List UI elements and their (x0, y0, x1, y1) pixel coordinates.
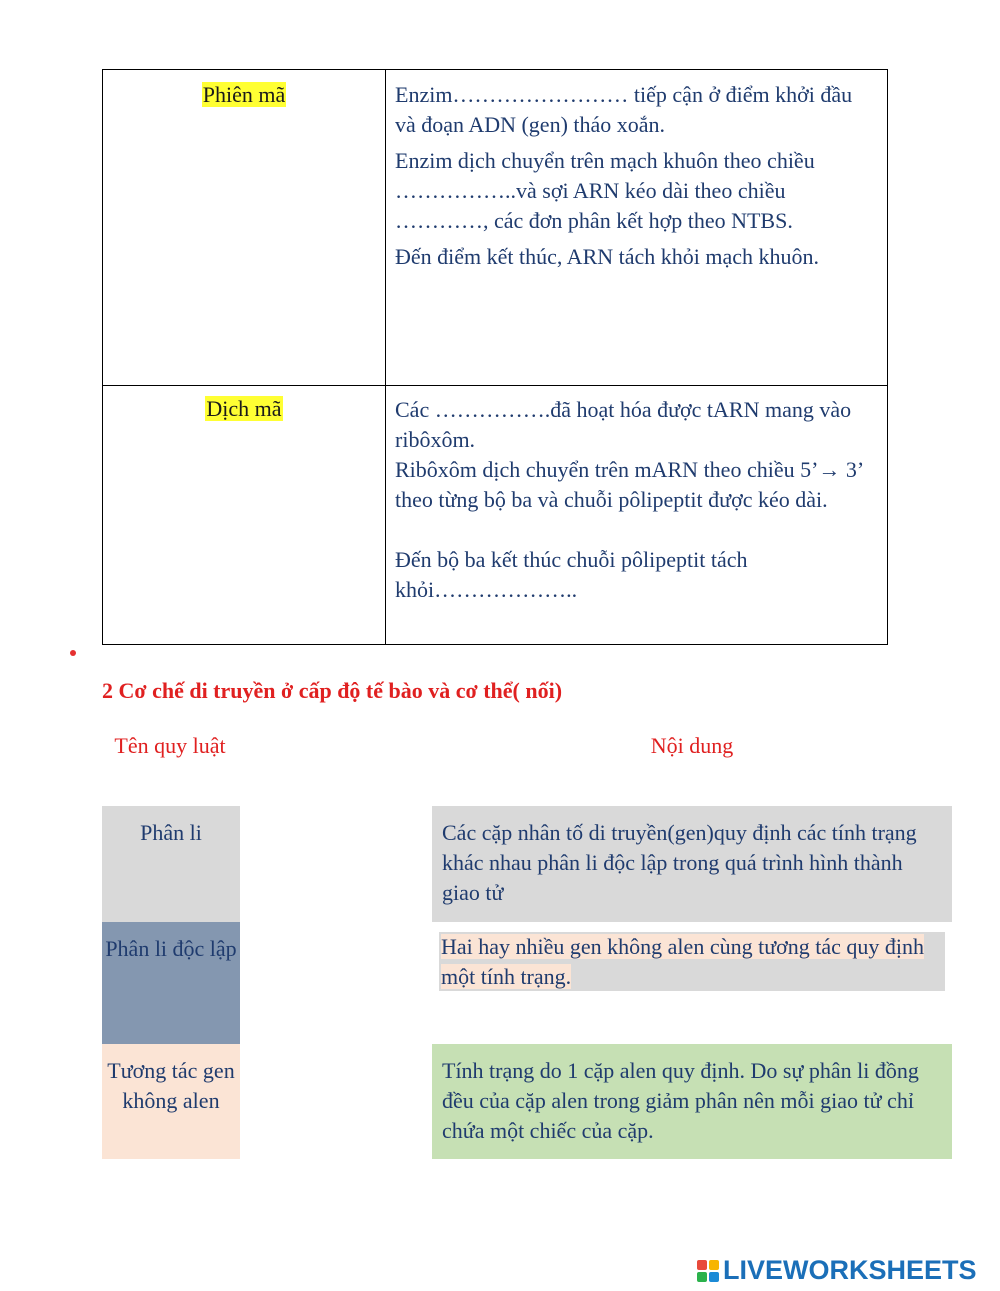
logo-text: LIVEWORKSHEETS (723, 1255, 977, 1285)
bullet-dot (70, 650, 76, 656)
content-paragraph: Đến điểm kết thúc, ARN tách khỏi mạch khuôn. (395, 244, 820, 269)
row-label-text: Dịch mã (206, 396, 282, 421)
column-header-rule-name: Tên quy luật (114, 733, 226, 758)
match-right-content-2[interactable] (439, 932, 945, 991)
logo-grid-icon (697, 1260, 719, 1282)
match-right-text: Tính trạng do 1 cặp alen quy định. Do sự phân li đồng đều của cặp alen trong giảm phân nên mỗi giao tử chỉ chứa một chiếc của cặp. (442, 1058, 919, 1143)
content-paragraph: Các …………….đã hoạt hóa được tARN mang vào ribôxôm. (395, 397, 852, 452)
match-right-text: Các cặp nhân tố di truyền(gen)quy định các tính trạng khác nhau phân li độc lập trong quá trình hình thành giao tử (442, 820, 917, 905)
match-left-label: Tương tác gen không alen (107, 1058, 235, 1113)
table-row-divider (103, 385, 887, 386)
match-left-label: Phân li (140, 820, 202, 845)
row-label-dich-ma (103, 396, 385, 422)
match-right-content-1[interactable] (432, 806, 952, 922)
section-title: 2 Cơ chế di truyền ở cấp độ tế bào và cơ thể( nối) (102, 678, 563, 703)
match-left-phan-li-doc-lap[interactable] (102, 922, 240, 1044)
match-left-phan-li[interactable] (102, 806, 240, 922)
row-content-dich-ma (395, 395, 875, 605)
row-label-text: Phiên mã (202, 82, 286, 107)
content-paragraph: Enzim dịch chuyển trên mạch khuôn theo chiều ……………..và sợi ARN kéo dài theo chiều …………, các đơn phân kết hợp theo NTBS. (395, 148, 815, 233)
match-left-label: Phân li độc lập (105, 936, 237, 961)
row-content-phien-ma (395, 80, 875, 278)
column-header-content: Nội dung (650, 733, 734, 758)
content-paragraph: Đến bộ ba kết thúc chuỗi pôlipeptit tách khỏi……………….. (395, 547, 748, 602)
content-paragraph: Ribôxôm dịch chuyển trên mARN theo chiều 5’→ 3’ theo từng bộ ba và chuỗi pôlipeptit được kéo dài. (395, 457, 863, 512)
liveworksheets-logo (697, 1255, 977, 1286)
table-column-divider (385, 70, 386, 644)
mechanism-table (102, 69, 888, 645)
content-paragraph: Enzim…………………… tiếp cận ở điểm khởi đầu và đoạn ADN (gen) tháo xoắn. (395, 82, 853, 137)
match-right-text: Hai hay nhiều gen không alen cùng tương tác quy định một tính trạng. (441, 934, 925, 989)
match-left-tuong-tac[interactable] (102, 1044, 240, 1159)
row-label-phien-ma (103, 82, 385, 108)
match-right-content-3[interactable] (432, 1044, 952, 1159)
